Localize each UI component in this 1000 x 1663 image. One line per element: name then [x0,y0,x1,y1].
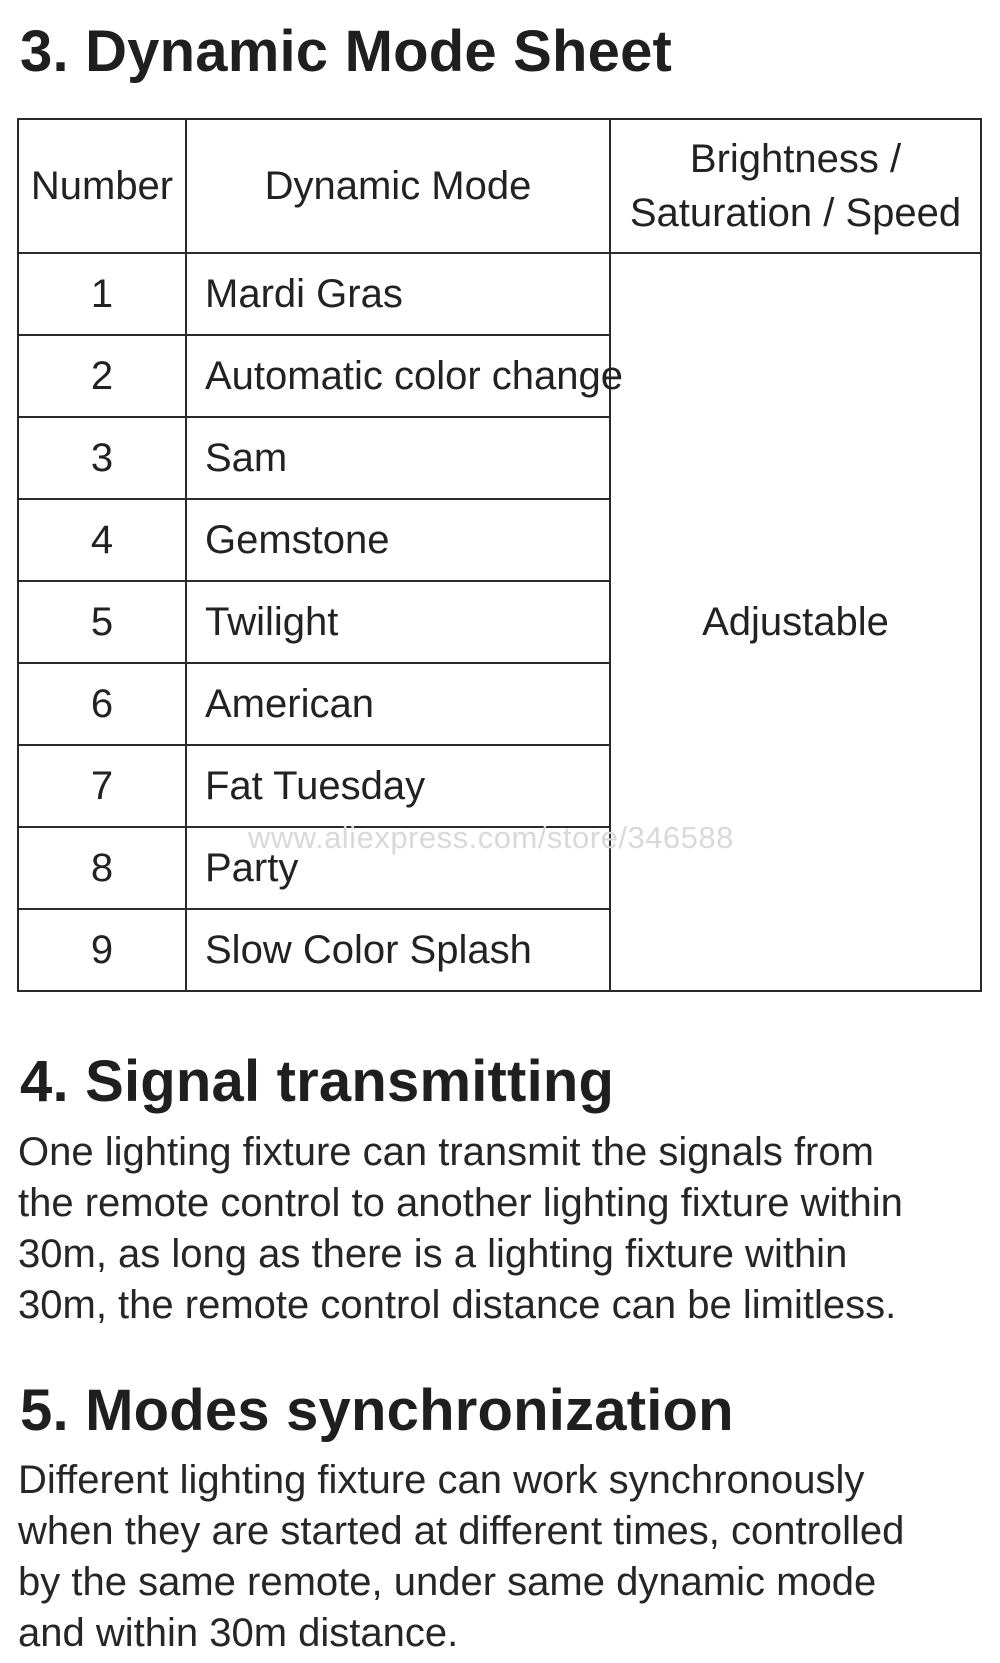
row-number: 1 [18,253,186,335]
section-4-line: One lighting fixture can transmit the signals from [18,1130,874,1174]
row-mode: Twilight [186,581,610,663]
section-5-line: when they are started at different times, controlled [18,1509,905,1553]
table-row [18,253,981,335]
row-number: 5 [18,581,186,663]
table-header-row [18,119,981,253]
row-number: 6 [18,663,186,745]
section-4-line: 30m, the remote control distance can be limitless. [18,1283,897,1327]
store-watermark: www.aliexpress.com/store/346588 [248,820,734,855]
section-5-line: and within 30m distance. [18,1611,459,1655]
row-mode: Automatic color change [186,335,610,417]
row-mode: Sam [186,417,610,499]
section-5-paragraph [18,1455,978,1659]
dynamic-mode-table [17,118,982,992]
section-5-line: Different lighting fixture can work synchronously [18,1458,865,1502]
section-4-paragraph [18,1127,978,1331]
header-bss-line-1: Brightness / [689,137,902,181]
row-number: 4 [18,499,186,581]
header-bss-line-2: Saturation / Speed [629,191,962,235]
section-3-heading: 3. Dynamic Mode Sheet [20,19,673,84]
row-number: 7 [18,745,186,827]
section-5-heading: 5. Modes synchronization [20,1378,734,1443]
row-mode: Slow Color Splash [186,909,610,991]
row-mode: Mardi Gras [186,253,610,335]
row-number: 9 [18,909,186,991]
row-mode: Gemstone [186,499,610,581]
row-mode: Party [186,827,610,909]
section-4-line: the remote control to another lighting fixture within [18,1181,903,1225]
row-mode: American [186,663,610,745]
row-number: 8 [18,827,186,909]
header-brightness-saturation-speed [610,119,981,253]
header-dynamic-mode: Dynamic Mode [186,119,610,253]
adjustable-cell: Adjustable [610,253,981,991]
row-number: 3 [18,417,186,499]
section-5-line: by the same remote, under same dynamic mode [18,1560,877,1604]
row-number: 2 [18,335,186,417]
header-number: Number [18,119,186,253]
row-mode: Fat Tuesday [186,745,610,827]
section-4-heading: 4. Signal transmitting [20,1049,615,1114]
section-4-line: 30m, as long as there is a lighting fixture within [18,1232,848,1276]
